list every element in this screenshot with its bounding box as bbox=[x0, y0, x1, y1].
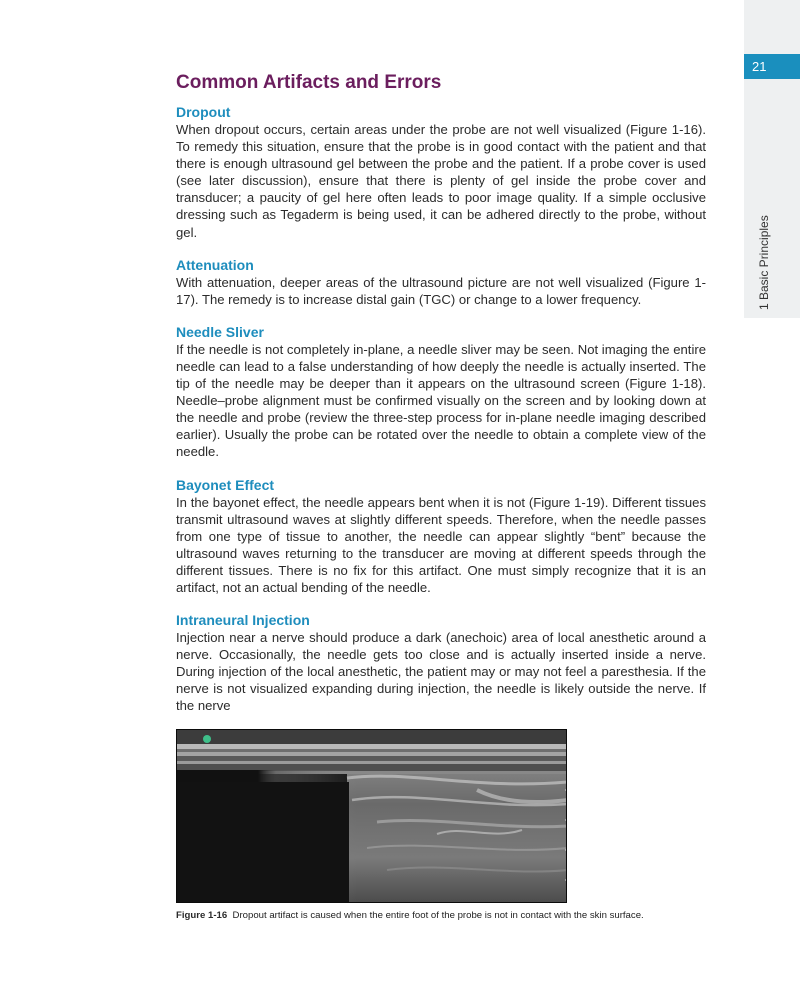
section-body: Injection near a nerve should produce a dark (anechoic) area of local anesthetic around a nerve. Occasionally, the needle gets too close and is actually inserted inside a nerve. During injection of the local anesthetic, the patient may or may not feel a paresthesia. If the nerve is not visualized expanding during injection, the needle is likely outside the nerve. If the nerve bbox=[176, 630, 706, 714]
section-body: With attenuation, deeper areas of the ultrasound picture are not well visualized (Figure 1-17). The remedy is to increase distal gain (TGC) or change to a lower frequency. bbox=[176, 274, 706, 307]
section-heading: Attenuation bbox=[176, 256, 254, 273]
page-number: 21 bbox=[744, 54, 800, 79]
section-heading: Bayonet Effect bbox=[176, 476, 275, 493]
figure-caption-text: Dropout artifact is caused when the entire foot of the probe is not in contact with the skin surface. bbox=[232, 910, 644, 921]
orientation-marker-icon bbox=[203, 735, 211, 743]
ultrasound-image bbox=[177, 730, 567, 903]
figure-label: Figure 1-16 bbox=[176, 910, 228, 921]
section-dropout bbox=[176, 103, 706, 241]
side-tab bbox=[744, 0, 800, 318]
ultrasound-figure-image bbox=[176, 729, 567, 903]
section-bayonet-effect bbox=[176, 476, 706, 597]
section-attenuation bbox=[176, 256, 706, 308]
chapter-tab-label: 1 Basic Principles bbox=[757, 215, 771, 310]
section-heading: Intraneural Injection bbox=[176, 612, 310, 629]
section-needle-sliver bbox=[176, 323, 706, 461]
page-title: Common Artifacts and Errors bbox=[176, 72, 442, 93]
section-body: If the needle is not completely in-plane, a needle sliver may be seen. Not imaging the entire needle can lead to a false understanding of how deeply the needle is actually inserted. The tip of the needle may be deeper than it appears on the ultrasound screen (Figure 1-18). Needle–probe alignment must be confirmed visually on the screen and by looking down at the needle and probe (review the three-step process for in-plane needle imaging described earlier). Usually the probe can be rotated over the needle to obtain a complete view of the needle. bbox=[176, 341, 706, 460]
section-body: When dropout occurs, certain areas under the probe are not well visualized (Figure 1-16). To remedy this situation, ensure that the probe is in good contact with the patient and that there is enough ultrasound gel between the probe and the patient. If a probe cover is used (see later discussion), ensure that there is plenty of gel inside the probe cover and transducer; a paucity of gel here often leads to poor image quality. If a simple occlusive dressing such as Tegaderm is being used, it can be adhered directly to the probe, without gel. bbox=[176, 122, 706, 240]
section-heading: Needle Sliver bbox=[176, 323, 264, 340]
figure-caption bbox=[176, 910, 736, 922]
main-content bbox=[176, 70, 706, 715]
section-intraneural-injection bbox=[176, 611, 706, 714]
section-heading: Dropout bbox=[176, 104, 231, 120]
section-body: In the bayonet effect, the needle appears bent when it is not (Figure 1-19). Different tissues transmit ultrasound waves at slightly different speeds. Therefore, when the needle passes from one type of tissue to another, the needle can appear slightly “bent” because the ultrasound waves returning to the transducer are moving at different speeds through the different tissues. There is no fix for this artifact. One must simply recognize that it is an artifact, not an actual bending of the needle. bbox=[176, 494, 706, 595]
